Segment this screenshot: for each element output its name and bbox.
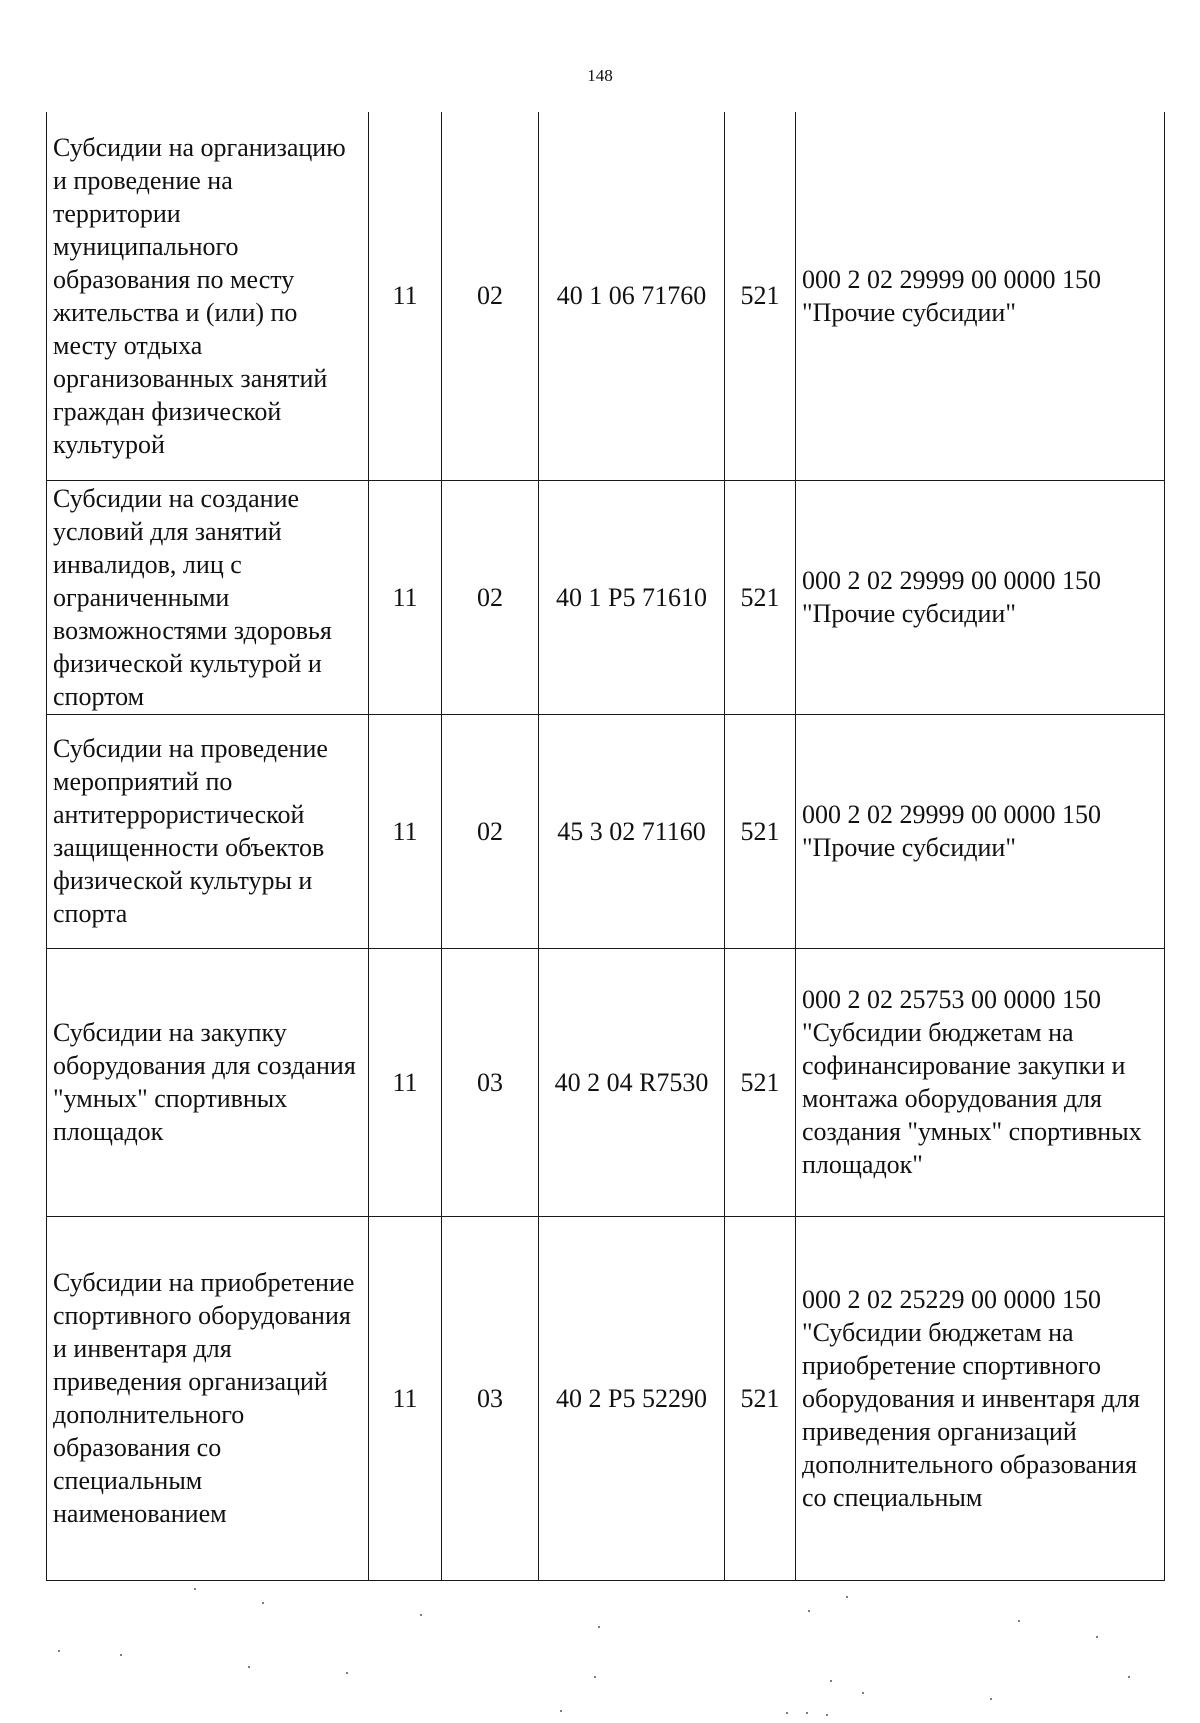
subsection-cell: 02 [442, 480, 539, 714]
budget-table [46, 112, 1165, 1581]
income-code-cell: 000 2 02 25753 00 0000 150 "Субсидии бюджетам на софинансирование закупки и монтажа оборудования для создания "умных" спортивных площадок" [796, 948, 1165, 1216]
expense-type-cell: 521 [725, 480, 796, 714]
scan-speck [598, 1626, 600, 1628]
expense-type-cell: 521 [725, 714, 796, 948]
subsection-cell: 02 [442, 112, 539, 480]
scan-speck [830, 1680, 832, 1682]
scan-speck [826, 1714, 828, 1716]
scan-speck [262, 1602, 264, 1604]
scan-speck [862, 1692, 864, 1694]
scan-noise [0, 1580, 1200, 1720]
row-name-cell: Субсидии на организацию и проведение на территории муниципального образования по месту жительства и (или) по месту отдыха организованных занятий граждан физической культурой [47, 112, 369, 480]
scan-speck [194, 1588, 196, 1590]
income-code-cell: 000 2 02 29999 00 0000 150 "Прочие субсидии" [796, 714, 1165, 948]
target-article-cell: 45 3 02 71160 [539, 714, 725, 948]
expense-type-cell: 521 [725, 948, 796, 1216]
scan-speck [120, 1654, 122, 1656]
section-cell: 11 [369, 948, 442, 1216]
scan-speck [990, 1698, 992, 1700]
expense-type-cell: 521 [725, 112, 796, 480]
subsection-cell: 03 [442, 948, 539, 1216]
table-row [47, 714, 1165, 948]
target-article-cell: 40 2 P5 52290 [539, 1216, 725, 1580]
section-cell: 11 [369, 480, 442, 714]
row-name-cell: Субсидии на проведение мероприятий по антитеррористической защищенности объектов физической культуры и спорта [47, 714, 369, 948]
income-code-cell: 000 2 02 25229 00 0000 150 "Субсидии бюджетам на приобретение спортивного оборудования и инвентаря для приведения организаций дополнительного образования со специальным [796, 1216, 1165, 1580]
table-row [47, 112, 1165, 480]
income-code-cell: 000 2 02 29999 00 0000 150 "Прочие субсидии" [796, 112, 1165, 480]
section-cell: 11 [369, 1216, 442, 1580]
row-name-cell: Субсидии на создание условий для занятий инвалидов, лиц с ограниченными возможностями здоровья физической культурой и спортом [47, 480, 369, 714]
table-row [47, 1216, 1165, 1580]
scan-speck [806, 1712, 808, 1714]
scan-speck [808, 1610, 810, 1612]
target-article-cell: 40 1 P5 71610 [539, 480, 725, 714]
expense-type-cell: 521 [725, 1216, 796, 1580]
scan-speck [594, 1676, 596, 1678]
table-row [47, 948, 1165, 1216]
scan-speck [1096, 1636, 1098, 1638]
section-cell: 11 [369, 714, 442, 948]
subsection-cell: 03 [442, 1216, 539, 1580]
row-name-cell: Субсидии на закупку оборудования для создания "умных" спортивных площадок [47, 948, 369, 1216]
target-article-cell: 40 2 04 R7530 [539, 948, 725, 1216]
scan-speck [786, 1712, 788, 1714]
scan-speck [248, 1666, 250, 1668]
scan-speck [1018, 1620, 1020, 1622]
scan-speck [846, 1596, 848, 1598]
scan-speck [420, 1614, 422, 1616]
income-code-cell: 000 2 02 29999 00 0000 150 "Прочие субсидии" [796, 480, 1165, 714]
section-cell: 11 [369, 112, 442, 480]
scan-speck [560, 1710, 562, 1712]
subsection-cell: 02 [442, 714, 539, 948]
scan-speck [346, 1672, 348, 1674]
target-article-cell: 40 1 06 71760 [539, 112, 725, 480]
scan-speck [58, 1650, 60, 1652]
row-name-cell: Субсидии на приобретение спортивного оборудования и инвентаря для приведения организаций дополнительного образования со специальным наименованием [47, 1216, 369, 1580]
scan-speck [1128, 1676, 1130, 1678]
table-row [47, 480, 1165, 714]
page-number: 148 [587, 66, 613, 85]
